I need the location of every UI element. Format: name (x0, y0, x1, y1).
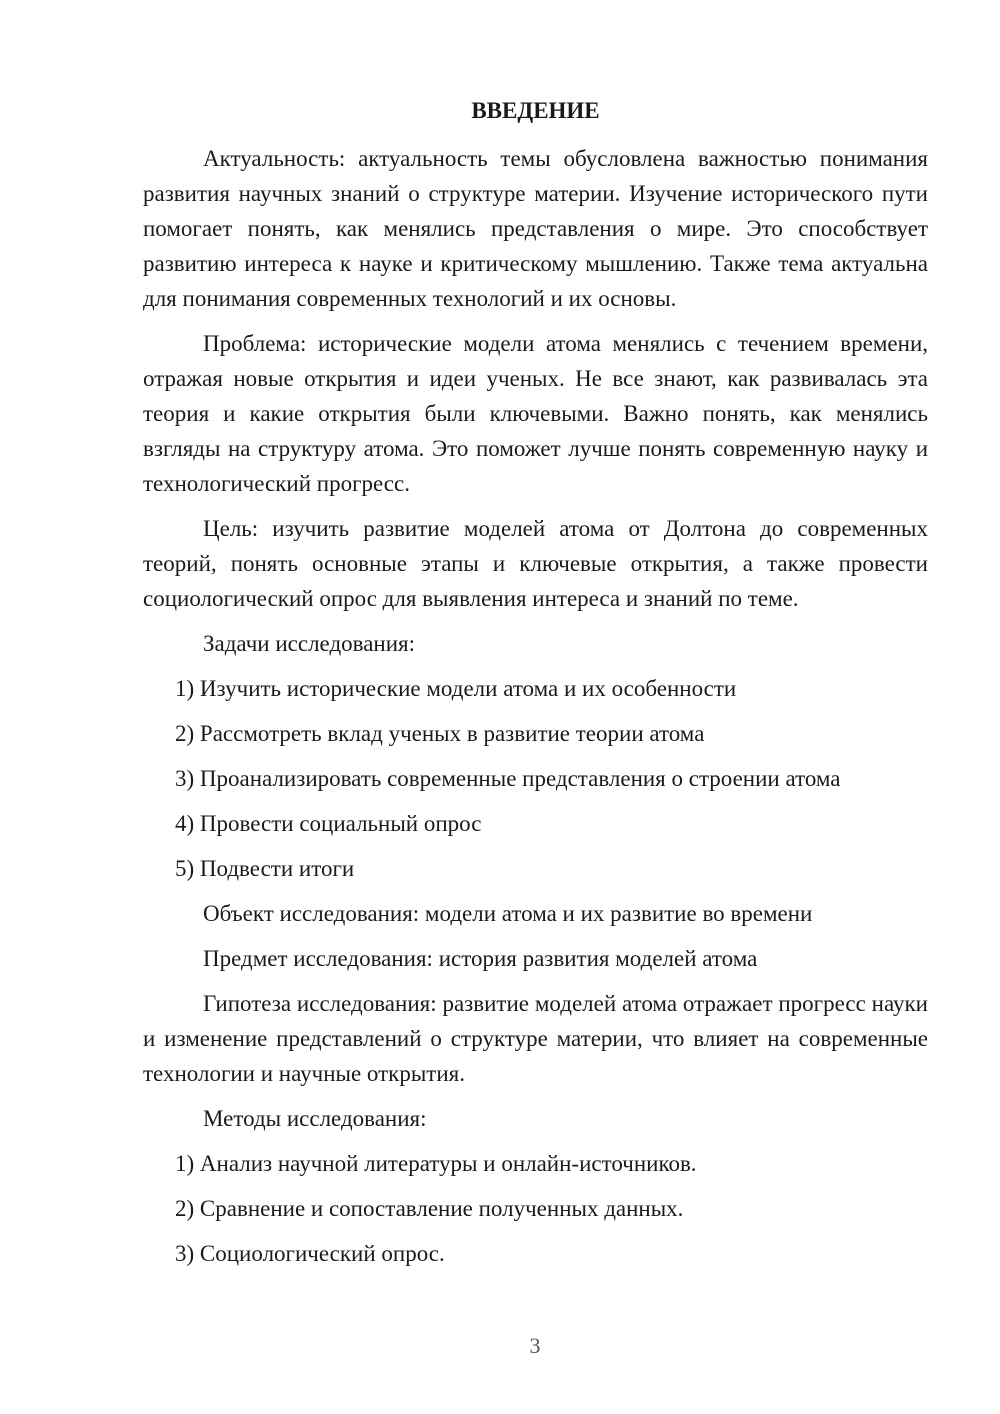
research-object: Объект исследования: модели атома и их развитие во времени (203, 901, 813, 926)
task-item-1: 1) Изучить исторические модели атома и их особенности (175, 676, 737, 701)
page-content (143, 97, 928, 1281)
task-item-2: 2) Рассмотреть вклад ученых в развитие теории атома (175, 721, 705, 746)
relevance-paragraph: Актуальность: актуальность темы обусловлена важностью понимания развития научных знаний о структуре материи. Изучение исторического пути помогает понять, как менялись представления о мире. Это способствует развитию интереса к науке и критическому мышлению. Также тема актуальна для понимания современных технологий и их основы. (143, 146, 928, 311)
methods-heading: Методы исследования: (203, 1106, 427, 1131)
method-item-2: 2) Сравнение и сопоставление полученных данных. (175, 1196, 684, 1221)
research-subject: Предмет исследования: история развития моделей атома (203, 946, 758, 971)
task-item-3: 3) Проанализировать современные представления о строении атома (175, 766, 841, 791)
hypothesis-paragraph: Гипотеза исследования: развитие моделей атома отражает прогресс науки и изменение представлений о структуре материи, что влияет на современные технологии и научные открытия. (143, 991, 928, 1086)
task-item-4: 4) Провести социальный опрос (175, 811, 482, 836)
tasks-heading: Задачи исследования: (203, 631, 416, 656)
method-item-1: 1) Анализ научной литературы и онлайн-источников. (175, 1151, 697, 1176)
method-item-3: 3) Социологический опрос. (175, 1241, 445, 1266)
page-title: ВВЕДЕНИЕ (471, 98, 600, 123)
task-item-5: 5) Подвести итоги (175, 856, 355, 881)
page-number: 3 (529, 1333, 541, 1358)
goal-paragraph: Цель: изучить развитие моделей атома от Долтона до современных теорий, понять основные этапы и ключевые открытия, а также провести социологический опрос для выявления интереса и знаний по теме. (143, 516, 928, 611)
problem-paragraph: Проблема: исторические модели атома менялись с течением времени, отражая новые открытия и идеи ученых. Не все знают, как развивалась эта теория и какие открытия были ключевыми. Важно понять, как менялись взгляды на структуру атома. Это поможет лучше понять современную науку и технологический прогресс. (143, 331, 928, 496)
